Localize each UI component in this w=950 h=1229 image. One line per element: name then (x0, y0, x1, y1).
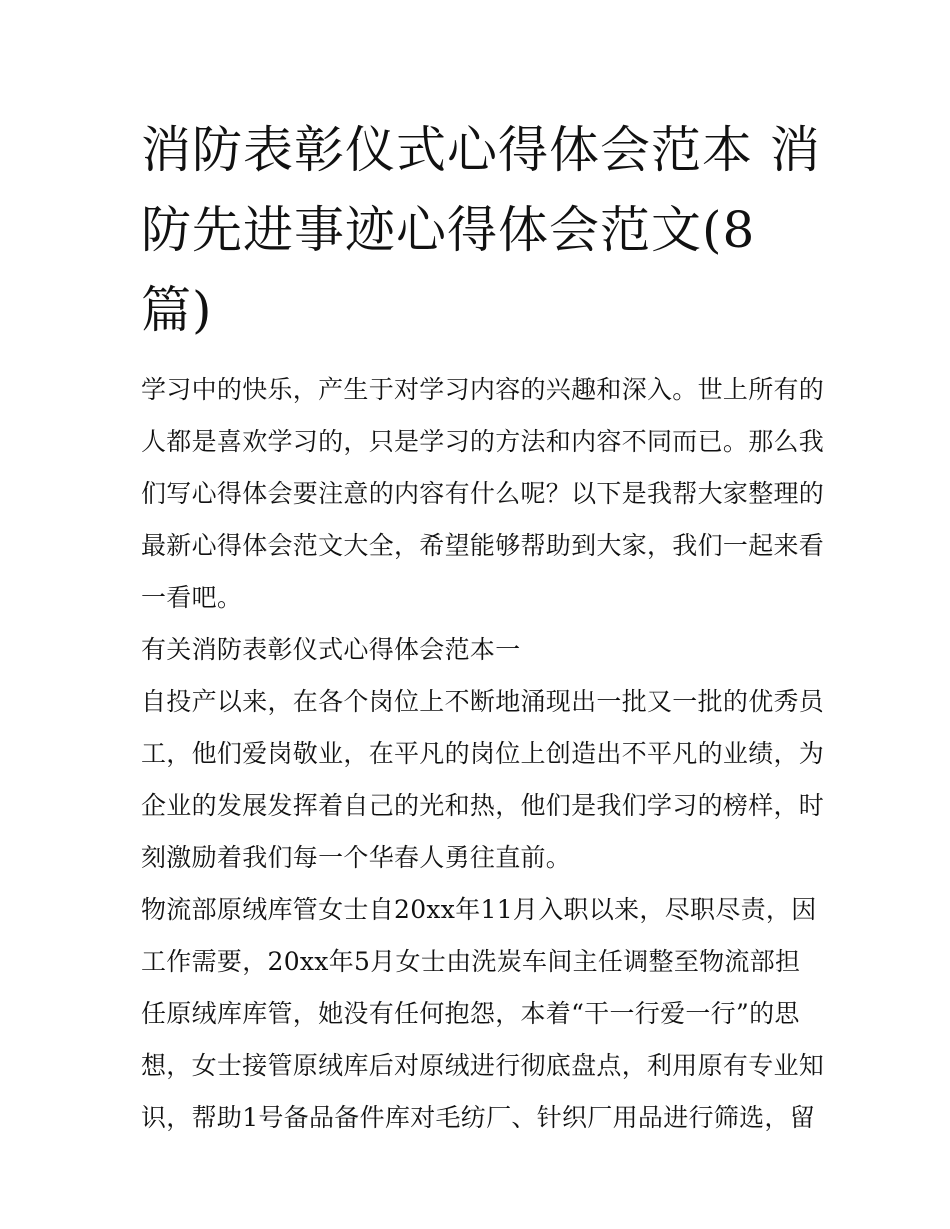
document-page (141, 110, 825, 1144)
title-line: 防先进事迹心得体会范文(8 (141, 201, 756, 259)
text-line: 工作需要，20xx年5月女士由洗炭车间主任调整至物流部担 (141, 947, 801, 976)
text-line: 自投产以来，在各个岗位上不断地涌现出一批又一批的优秀员 (141, 687, 825, 716)
text-line: 刻激励着我们每一个华春人勇往直前。 (141, 843, 572, 872)
document-title (141, 110, 821, 350)
intro-paragraph (141, 364, 825, 624)
body-paragraph-1 (141, 676, 825, 884)
text-line: 们写心得体会要注意的内容有什么呢？以下是我帮大家整理的 (141, 479, 825, 508)
body-paragraph-2 (141, 884, 825, 1144)
text-line: 工，他们爱岗敬业，在平凡的岗位上创造出不平凡的业绩，为 (141, 739, 825, 768)
title-line: 篇) (141, 281, 213, 339)
text-line: 物流部原绒库管女士自20xx年11月入职以来，尽职尽责，因 (141, 895, 817, 924)
text-line: 任原绒库库管，她没有任何抱怨，本着“干一行爱一行”的思 (141, 999, 800, 1028)
section-heading: 有关消防表彰仪式心得体会范本一 (141, 635, 521, 664)
document-body (141, 364, 825, 1144)
text-line: 学习中的快乐，产生于对学习内容的兴趣和深入。世上所有的 (141, 375, 825, 404)
text-line: 识，帮助1号备品备件库对毛纺厂、针织厂用品进行筛选，留 (141, 1103, 816, 1132)
text-line: 人都是喜欢学习的，只是学习的方法和内容不同而已。那么我 (141, 427, 825, 456)
text-line: 一看吧。 (141, 583, 243, 612)
text-line: 企业的发展发挥着自己的光和热，他们是我们学习的榜样，时 (141, 791, 825, 820)
text-line: 最新心得体会范文大全，希望能够帮助到大家，我们一起来看 (141, 531, 825, 560)
text-line: 想，女士接管原绒库后对原绒进行彻底盘点，利用原有专业知 (141, 1051, 825, 1080)
title-line: 消防表彰仪式心得体会范本 消 (141, 121, 821, 179)
